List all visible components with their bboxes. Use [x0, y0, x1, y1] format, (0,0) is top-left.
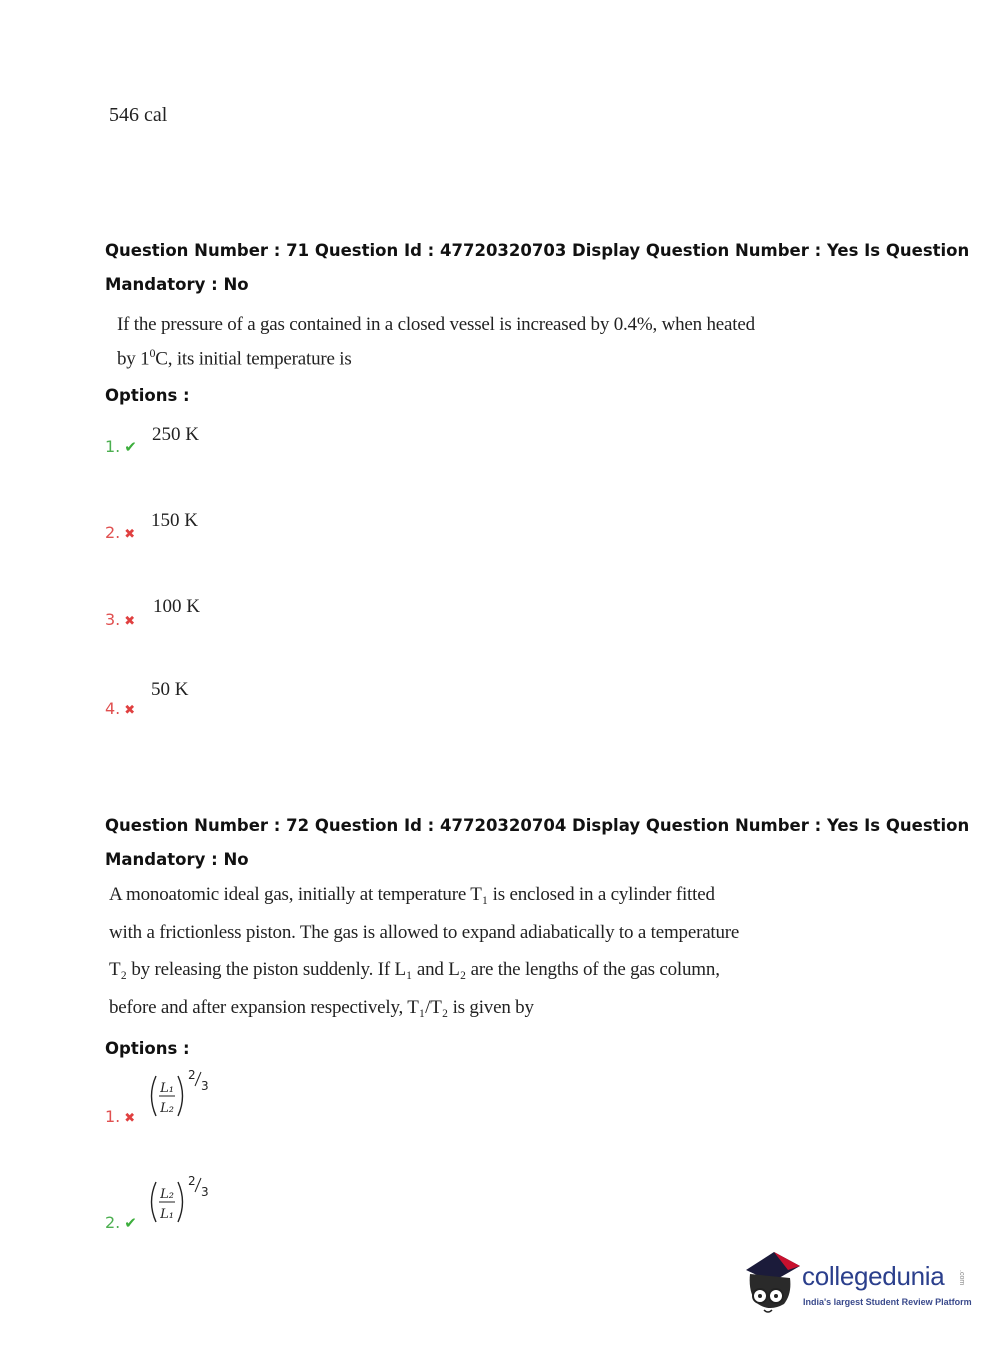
question-71-text-line1: If the pressure of a gas contained in a closed vessel is increased by 0.4%, when heated	[117, 314, 755, 335]
question-71-header-line2: Mandatory : No	[105, 275, 249, 294]
question-71-text-line2: by $1^0C$, its initial temperature is	[117, 346, 352, 370]
collegedunia-mascot-icon	[740, 1248, 802, 1320]
question-72-text-line4: before and after expansion respectively, T₁/T₂ is given by	[109, 996, 534, 1018]
question-72-text-line3: T₂ by releasing the piston suddenly. If L₁ and L₂ are the lengths of the gas column,	[109, 959, 720, 980]
collegedunia-logo-suffix: .com	[958, 1270, 965, 1286]
q72-option-1[interactable]	[105, 1107, 135, 1126]
question-72-header	[105, 809, 970, 877]
q71-option-4[interactable]	[105, 699, 135, 718]
q71-option-4-number: 4.	[105, 699, 121, 718]
wrong-cross-icon: ✖	[124, 703, 136, 718]
correct-check-icon: ✔	[124, 438, 137, 456]
question-71-text	[117, 311, 755, 373]
q72-option-1-numerator: L₁	[160, 1081, 174, 1096]
q72-option-1-exp-den: 3	[201, 1079, 209, 1093]
q71-option-1[interactable]	[105, 437, 137, 456]
question-72-text-line1: A monoatomic ideal gas, initially at temperature T₁ is enclosed in a cylinder fitted	[109, 884, 715, 905]
q71-option-2[interactable]	[105, 523, 135, 542]
previous-answer-text: 546 cal	[109, 104, 168, 126]
question-71-options-label: Options :	[105, 386, 190, 405]
q72-option-2-exp-num: 2	[188, 1174, 196, 1188]
q72-option-2-denominator: L₁	[160, 1207, 174, 1222]
q71-option-2-value: 150 K	[151, 510, 198, 531]
q72-option-1-number: 1.	[105, 1107, 121, 1126]
question-72-options-label: Options :	[105, 1039, 190, 1058]
question-72-header-line1: Question Number : 72 Question Id : 47720320704 Display Question Number : Yes Is Question	[105, 816, 970, 835]
wrong-cross-icon: ✖	[124, 527, 136, 542]
q72-option-2-number: 2.	[105, 1213, 121, 1232]
q72-option-1-formula	[144, 1064, 224, 1124]
q72-option-2-numerator: L₂	[160, 1187, 174, 1202]
q71-option-1-number: 1.	[105, 437, 121, 456]
question-72-text	[109, 876, 739, 1026]
q71-option-4-value: 50 K	[151, 679, 189, 700]
question-72-text-line2: with a frictionless piston. The gas is allowed to expand adiabatically to a temperature	[109, 921, 740, 943]
collegedunia-tagline: India's largest Student Review Platform	[803, 1297, 972, 1307]
question-71-header	[105, 234, 970, 302]
q72-option-2[interactable]	[105, 1213, 137, 1232]
q71-option-2-number: 2.	[105, 523, 121, 542]
question-72-header-line2: Mandatory : No	[105, 850, 249, 869]
q72-option-1-exp-num: 2	[188, 1068, 196, 1082]
q71-option-3-number: 3.	[105, 610, 121, 629]
correct-check-icon: ✔	[124, 1214, 137, 1232]
wrong-cross-icon: ✖	[124, 1111, 136, 1126]
q71-option-1-value: 250 K	[152, 424, 199, 445]
q72-option-1-denominator: L₂	[160, 1101, 174, 1116]
collegedunia-logo-text: collegedunia	[802, 1261, 945, 1291]
q72-option-2-formula	[144, 1170, 224, 1230]
q71-option-3-value: 100 K	[153, 596, 200, 617]
question-71-header-line1: Question Number : 71 Question Id : 47720320703 Display Question Number : Yes Is Question	[105, 241, 970, 260]
q72-option-2-exp-den: 3	[201, 1185, 209, 1199]
q71-option-3[interactable]	[105, 610, 135, 629]
wrong-cross-icon: ✖	[124, 614, 136, 629]
